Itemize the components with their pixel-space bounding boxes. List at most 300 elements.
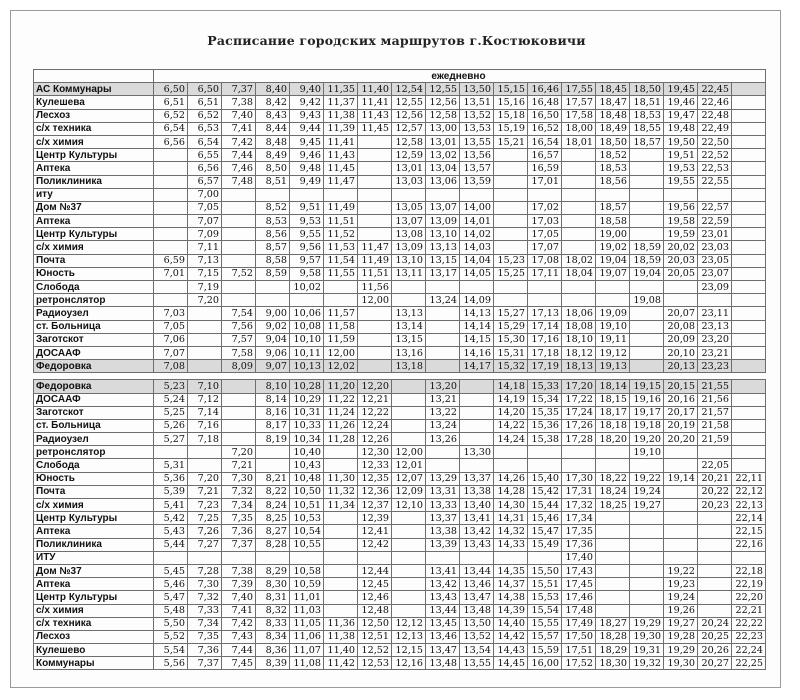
time-cell: 14,02 — [460, 228, 494, 241]
time-cell: 15,35 — [528, 406, 562, 419]
table-row — [34, 109, 766, 122]
time-cell: 13,53 — [460, 122, 494, 135]
time-cell — [494, 294, 528, 307]
time-cell — [494, 281, 528, 294]
time-cell: 13,06 — [426, 175, 460, 188]
time-cell — [426, 281, 460, 294]
time-cell: 5,56 — [154, 657, 188, 670]
time-cell — [630, 188, 664, 201]
table-row — [34, 188, 766, 201]
time-cell: 9,49 — [290, 175, 324, 188]
time-cell — [494, 175, 528, 188]
time-cell — [630, 525, 664, 538]
time-cell: 5,45 — [154, 564, 188, 577]
time-cell: 13,55 — [460, 657, 494, 670]
time-cell — [732, 96, 766, 109]
time-cell: 15,40 — [528, 472, 562, 485]
time-cell: 12,10 — [392, 499, 426, 512]
time-cell — [392, 578, 426, 591]
time-cell: 17,52 — [562, 657, 596, 670]
time-cell: 9,57 — [290, 254, 324, 267]
time-cell: 11,37 — [324, 96, 358, 109]
stop-name: ретронслятор — [34, 294, 154, 307]
time-cell: 7,35 — [188, 630, 222, 643]
time-cell: 20,23 — [698, 499, 732, 512]
time-cell: 15,34 — [528, 393, 562, 406]
time-cell — [460, 419, 494, 432]
time-cell: 18,45 — [596, 83, 630, 96]
time-cell: 14,14 — [460, 320, 494, 333]
time-cell: 7,35 — [222, 512, 256, 525]
time-cell: 9,40 — [290, 83, 324, 96]
time-cell: 12,20 — [358, 380, 392, 393]
table-row — [34, 346, 766, 359]
time-cell: 20,02 — [664, 241, 698, 254]
time-cell — [630, 512, 664, 525]
time-cell — [222, 380, 256, 393]
time-cell: 17,24 — [562, 406, 596, 419]
time-cell: 12,35 — [358, 472, 392, 485]
time-cell — [324, 525, 358, 538]
time-cell: 8,29 — [256, 564, 290, 577]
time-cell: 5,24 — [154, 393, 188, 406]
time-cell — [698, 538, 732, 551]
stop-name: Центр Культуры — [34, 149, 154, 162]
time-cell: 13,57 — [460, 162, 494, 175]
time-cell: 18,15 — [596, 393, 630, 406]
time-cell — [732, 360, 766, 373]
time-cell: 13,03 — [392, 175, 426, 188]
time-cell: 13,13 — [392, 307, 426, 320]
time-cell: 13,42 — [426, 578, 460, 591]
time-cell: 20,15 — [664, 380, 698, 393]
time-cell: 16,57 — [528, 149, 562, 162]
time-cell — [630, 307, 664, 320]
time-cell — [698, 578, 732, 591]
time-cell: 13,20 — [426, 380, 460, 393]
time-cell: 6,54 — [188, 135, 222, 148]
time-cell: 10,08 — [290, 320, 324, 333]
time-cell: 8,53 — [256, 215, 290, 228]
time-cell — [732, 433, 766, 446]
time-cell — [256, 446, 290, 459]
time-cell: 22,49 — [698, 122, 732, 135]
time-cell — [324, 281, 358, 294]
time-cell: 8,49 — [256, 149, 290, 162]
time-cell — [154, 281, 188, 294]
time-cell — [732, 267, 766, 280]
stop-name: ИТУ — [34, 551, 154, 564]
time-cell — [256, 459, 290, 472]
time-cell: 9,43 — [290, 109, 324, 122]
time-cell: 7,38 — [222, 96, 256, 109]
time-cell: 12,50 — [358, 617, 392, 630]
table-row — [34, 135, 766, 148]
time-cell: 14,30 — [494, 499, 528, 512]
time-cell — [528, 446, 562, 459]
time-cell: 11,03 — [290, 604, 324, 617]
time-cell: 13,41 — [426, 564, 460, 577]
time-cell: 8,52 — [256, 201, 290, 214]
time-cell: 17,18 — [528, 346, 562, 359]
time-cell — [358, 307, 392, 320]
time-cell — [630, 201, 664, 214]
time-cell — [732, 254, 766, 267]
time-cell: 21,59 — [698, 433, 732, 446]
time-cell: 13,48 — [426, 657, 460, 670]
time-cell: 14,05 — [460, 267, 494, 280]
time-cell: 13,02 — [426, 149, 460, 162]
time-cell: 11,40 — [324, 644, 358, 657]
time-cell — [392, 512, 426, 525]
time-cell: 14,38 — [494, 591, 528, 604]
time-cell: 17,31 — [562, 485, 596, 498]
schedule-sheet — [10, 10, 781, 688]
time-cell: 15,15 — [494, 83, 528, 96]
time-cell: 22,20 — [732, 591, 766, 604]
time-cell: 8,36 — [256, 644, 290, 657]
time-cell: 7,26 — [188, 525, 222, 538]
time-cell: 19,04 — [630, 267, 664, 280]
time-cell: 13,05 — [392, 201, 426, 214]
time-cell — [562, 162, 596, 175]
time-cell — [630, 281, 664, 294]
time-cell: 7,32 — [188, 591, 222, 604]
time-cell — [630, 333, 664, 346]
time-cell: 18,25 — [596, 499, 630, 512]
time-cell: 19,23 — [664, 578, 698, 591]
time-cell: 13,09 — [426, 215, 460, 228]
time-cell: 15,53 — [528, 591, 562, 604]
time-cell: 23,03 — [698, 241, 732, 254]
time-cell: 11,51 — [324, 215, 358, 228]
time-cell: 20,24 — [698, 617, 732, 630]
time-cell — [188, 307, 222, 320]
time-cell: 9,45 — [290, 135, 324, 148]
time-cell: 13,37 — [426, 512, 460, 525]
time-cell: 13,48 — [460, 604, 494, 617]
time-cell — [392, 525, 426, 538]
time-cell: 18,20 — [596, 433, 630, 446]
time-cell — [732, 188, 766, 201]
time-cell: 12,53 — [358, 657, 392, 670]
table-row — [34, 228, 766, 241]
time-cell: 17,19 — [528, 360, 562, 373]
time-cell: 13,10 — [392, 254, 426, 267]
time-cell: 9,07 — [256, 360, 290, 373]
time-cell: 20,03 — [664, 254, 698, 267]
time-cell: 19,50 — [664, 135, 698, 148]
time-cell — [630, 149, 664, 162]
table-spacer — [34, 373, 766, 380]
time-cell: 7,28 — [188, 564, 222, 577]
time-cell: 8,48 — [256, 135, 290, 148]
time-cell — [358, 188, 392, 201]
time-cell: 7,09 — [188, 228, 222, 241]
time-cell: 23,05 — [698, 254, 732, 267]
time-cell: 13,00 — [426, 122, 460, 135]
time-cell — [732, 551, 766, 564]
time-cell: 7,21 — [188, 485, 222, 498]
time-cell: 13,47 — [460, 591, 494, 604]
time-cell — [562, 446, 596, 459]
time-cell: 22,23 — [732, 630, 766, 643]
time-cell: 17,40 — [562, 551, 596, 564]
time-cell — [188, 551, 222, 564]
time-cell: 17,45 — [562, 578, 596, 591]
header-row — [34, 70, 766, 83]
time-cell: 20,25 — [698, 630, 732, 643]
time-cell: 7,20 — [188, 294, 222, 307]
time-cell: 5,41 — [154, 499, 188, 512]
time-cell: 18,13 — [562, 360, 596, 373]
time-cell — [358, 201, 392, 214]
time-cell: 15,23 — [494, 254, 528, 267]
time-cell: 18,51 — [630, 96, 664, 109]
time-cell: 19,55 — [664, 175, 698, 188]
time-cell: 22,11 — [732, 472, 766, 485]
time-cell: 19,30 — [664, 657, 698, 670]
time-cell: 7,11 — [188, 241, 222, 254]
time-cell: 12,13 — [392, 630, 426, 643]
time-cell: 12,54 — [392, 83, 426, 96]
time-cell — [324, 538, 358, 551]
time-cell: 5,36 — [154, 472, 188, 485]
time-cell: 8,50 — [256, 162, 290, 175]
time-cell: 18,47 — [596, 96, 630, 109]
time-cell: 7,40 — [222, 109, 256, 122]
time-cell — [256, 281, 290, 294]
time-cell: 7,43 — [222, 630, 256, 643]
time-cell: 15,21 — [494, 135, 528, 148]
stop-name: Аптека — [34, 215, 154, 228]
time-cell: 12,00 — [358, 294, 392, 307]
spacer-cell — [34, 373, 766, 380]
time-cell — [494, 215, 528, 228]
time-cell: 13,17 — [426, 267, 460, 280]
time-cell: 7,44 — [222, 149, 256, 162]
time-cell: 12,41 — [358, 525, 392, 538]
time-cell — [596, 188, 630, 201]
time-cell — [664, 551, 698, 564]
time-cell: 14,39 — [494, 604, 528, 617]
time-cell — [630, 175, 664, 188]
time-cell: 13,24 — [426, 294, 460, 307]
stop-name: Слобода — [34, 459, 154, 472]
time-cell: 14,28 — [494, 485, 528, 498]
time-cell — [562, 228, 596, 241]
time-cell: 10,53 — [290, 512, 324, 525]
stop-name: с/х техника — [34, 617, 154, 630]
time-cell: 14,16 — [460, 346, 494, 359]
stop-name: Центр Культуры — [34, 228, 154, 241]
time-cell — [222, 393, 256, 406]
time-cell: 17,58 — [562, 109, 596, 122]
time-cell: 13,33 — [426, 499, 460, 512]
time-cell: 13,30 — [460, 446, 494, 459]
table-row — [34, 380, 766, 393]
time-cell: 19,32 — [630, 657, 664, 670]
time-cell: 10,34 — [290, 433, 324, 446]
time-cell: 9,51 — [290, 201, 324, 214]
time-cell — [324, 294, 358, 307]
time-cell: 18,00 — [562, 122, 596, 135]
time-cell: 19,30 — [630, 630, 664, 643]
time-cell: 13,37 — [460, 472, 494, 485]
time-cell: 13,42 — [460, 525, 494, 538]
table-row — [34, 122, 766, 135]
table-row — [34, 149, 766, 162]
time-cell: 19,00 — [596, 228, 630, 241]
time-cell: 10,11 — [290, 346, 324, 359]
time-cell — [494, 201, 528, 214]
time-cell: 7,34 — [188, 617, 222, 630]
time-cell: 17,07 — [528, 241, 562, 254]
time-cell: 15,51 — [528, 578, 562, 591]
time-cell: 12,48 — [358, 604, 392, 617]
time-cell: 18,22 — [596, 472, 630, 485]
time-cell: 11,45 — [358, 122, 392, 135]
stop-name: Центр Культуры — [34, 512, 154, 525]
time-cell: 7,30 — [188, 578, 222, 591]
stop-name: Центр Культуры — [34, 591, 154, 604]
time-cell — [732, 406, 766, 419]
time-cell: 17,22 — [562, 393, 596, 406]
time-cell: 11,57 — [324, 307, 358, 320]
time-cell — [562, 459, 596, 472]
time-cell: 18,04 — [562, 267, 596, 280]
table-row — [34, 472, 766, 485]
stop-name: с/х техника — [34, 122, 154, 135]
time-cell — [732, 346, 766, 359]
time-cell — [630, 551, 664, 564]
time-cell: 7,20 — [188, 472, 222, 485]
time-cell: 7,08 — [154, 360, 188, 373]
time-cell: 13,40 — [460, 499, 494, 512]
time-cell: 7,27 — [188, 538, 222, 551]
time-cell — [732, 307, 766, 320]
time-cell: 17,36 — [562, 538, 596, 551]
time-cell — [392, 419, 426, 432]
time-cell: 19,17 — [630, 406, 664, 419]
time-cell — [460, 188, 494, 201]
time-cell — [460, 406, 494, 419]
stop-name: с/х химия — [34, 241, 154, 254]
time-cell: 11,55 — [324, 267, 358, 280]
time-cell: 7,54 — [222, 307, 256, 320]
time-cell: 15,36 — [528, 419, 562, 432]
time-cell — [392, 406, 426, 419]
time-cell: 11,22 — [324, 393, 358, 406]
time-cell — [732, 135, 766, 148]
time-cell: 20,07 — [664, 307, 698, 320]
time-cell: 5,46 — [154, 578, 188, 591]
time-cell: 7,41 — [222, 604, 256, 617]
time-cell: 8,51 — [256, 175, 290, 188]
time-cell — [222, 201, 256, 214]
time-cell: 5,50 — [154, 617, 188, 630]
time-cell — [426, 446, 460, 459]
time-cell: 5,31 — [154, 459, 188, 472]
time-cell: 12,16 — [392, 657, 426, 670]
time-cell: 11,07 — [290, 644, 324, 657]
time-cell: 7,05 — [188, 201, 222, 214]
time-cell — [392, 433, 426, 446]
time-cell — [494, 149, 528, 162]
time-cell: 18,12 — [562, 346, 596, 359]
time-cell — [154, 149, 188, 162]
time-cell: 11,34 — [324, 499, 358, 512]
time-cell: 14,09 — [460, 294, 494, 307]
time-cell: 17,11 — [528, 267, 562, 280]
time-cell: 20,26 — [698, 644, 732, 657]
time-cell: 11,47 — [324, 175, 358, 188]
time-cell: 14,26 — [494, 472, 528, 485]
time-cell — [528, 459, 562, 472]
time-cell: 7,37 — [222, 538, 256, 551]
time-cell: 11,28 — [324, 433, 358, 446]
time-cell — [222, 406, 256, 419]
time-cell: 18,02 — [562, 254, 596, 267]
time-cell — [460, 551, 494, 564]
time-cell — [732, 162, 766, 175]
time-cell — [664, 459, 698, 472]
time-cell — [562, 188, 596, 201]
daily-label: ежедневно — [154, 70, 766, 83]
time-cell: 19,22 — [664, 564, 698, 577]
time-cell — [630, 215, 664, 228]
time-cell: 17,46 — [562, 591, 596, 604]
time-cell: 8,40 — [256, 83, 290, 96]
time-cell: 13,16 — [392, 346, 426, 359]
time-cell: 9,53 — [290, 215, 324, 228]
time-cell: 11,05 — [290, 617, 324, 630]
time-cell — [426, 307, 460, 320]
time-cell: 12,26 — [358, 433, 392, 446]
time-cell: 22,18 — [732, 564, 766, 577]
time-cell: 12,12 — [392, 617, 426, 630]
time-cell: 13,44 — [426, 604, 460, 617]
time-cell: 20,10 — [664, 346, 698, 359]
time-cell: 8,14 — [256, 393, 290, 406]
time-cell: 14,19 — [494, 393, 528, 406]
time-cell: 12,58 — [392, 135, 426, 148]
time-cell: 15,16 — [494, 96, 528, 109]
time-cell: 10,28 — [290, 380, 324, 393]
time-cell: 15,30 — [494, 333, 528, 346]
time-cell: 19,10 — [630, 446, 664, 459]
time-cell: 12,22 — [358, 406, 392, 419]
time-cell: 14,15 — [460, 333, 494, 346]
time-cell: 17,03 — [528, 215, 562, 228]
time-cell — [732, 320, 766, 333]
table-row — [34, 499, 766, 512]
time-cell — [426, 333, 460, 346]
time-cell: 19,24 — [630, 485, 664, 498]
table-row — [34, 459, 766, 472]
stop-name: с/х химия — [34, 499, 154, 512]
time-cell — [392, 564, 426, 577]
time-cell — [732, 333, 766, 346]
time-cell: 13,41 — [460, 512, 494, 525]
time-cell — [324, 578, 358, 591]
time-cell: 5,43 — [154, 525, 188, 538]
time-cell — [664, 525, 698, 538]
time-cell: 15,19 — [494, 122, 528, 135]
time-cell: 12,56 — [392, 109, 426, 122]
time-cell: 22,24 — [732, 644, 766, 657]
time-cell — [392, 294, 426, 307]
